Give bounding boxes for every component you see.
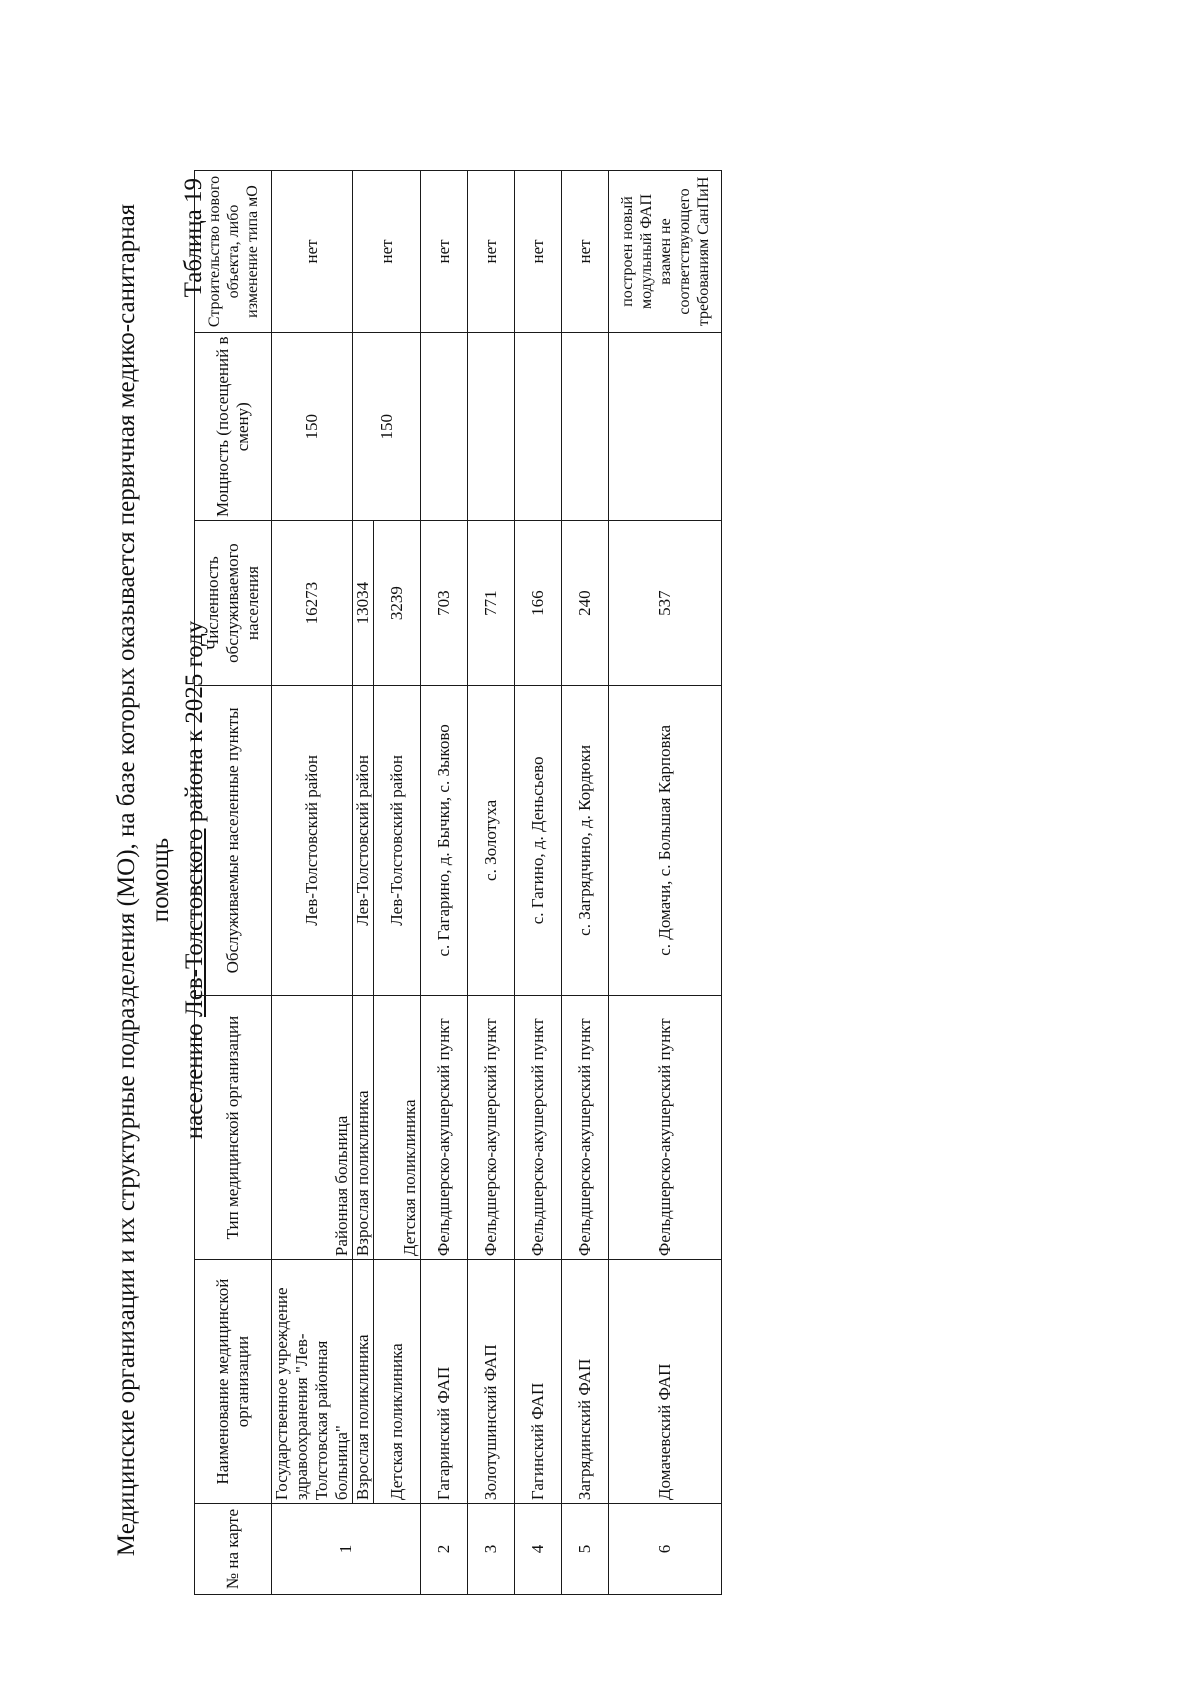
row-type: Районная больница — [272, 996, 353, 1260]
row-settlements: Лев-Толстовский район — [272, 685, 353, 996]
row-num: 6 — [609, 1504, 722, 1595]
row-capacity: 150 — [272, 332, 353, 521]
row-type: Взрослая поликлиника — [353, 996, 374, 1260]
row-type: Фельдшерско-акушерский пункт — [515, 996, 562, 1260]
row-population: 13034 — [353, 521, 374, 685]
row-settlements: Лев-Толстовский район — [374, 685, 421, 996]
col-header-num: № на карте — [195, 1504, 272, 1595]
row-num: 3 — [468, 1504, 515, 1595]
row-capacity — [609, 332, 722, 521]
row-name: Взрослая поликлиника — [353, 1260, 374, 1504]
facilities-table — [194, 170, 722, 1595]
row-name: Государственное учреждение здравоохранения "Лев-Толстовская районная больница" — [272, 1260, 353, 1504]
row-type: Фельдшерско-акушерский пункт — [562, 996, 609, 1260]
col-header-type: Тип медицинской организации — [195, 996, 272, 1260]
row-type: Детская поликлиника — [374, 996, 421, 1260]
col-header-settlements: Обслуживаемые населенные пункты — [195, 685, 272, 996]
row-construction: построен новый модульный ФАП взамен не соответствующего требованиям СанПиН — [609, 171, 722, 333]
row-name: Гагинский ФАП — [515, 1260, 562, 1504]
row-capacity — [421, 332, 468, 521]
table-caption: Таблица 19 — [180, 178, 207, 298]
row-population: 537 — [609, 521, 722, 685]
table-row — [353, 171, 374, 1595]
row-name: Детская поликлиника — [374, 1260, 421, 1504]
table-row — [562, 171, 609, 1595]
col-header-population: Численность обслуживаемого населения — [195, 521, 272, 685]
title-line-2: населению Лев-Толстовского района к 2025 году — [181, 620, 208, 1140]
rotated-page — [110, 160, 830, 1600]
row-population: 3239 — [374, 521, 421, 685]
row-name: Загрядинский ФАП — [562, 1260, 609, 1504]
row-construction: нет — [421, 171, 468, 333]
row-num: 2 — [421, 1504, 468, 1595]
row-construction: нет — [468, 171, 515, 333]
row-capacity — [468, 332, 515, 521]
table-row — [421, 171, 468, 1595]
row-num: 5 — [562, 1504, 609, 1595]
row-type: Фельдшерско-акушерский пункт — [421, 996, 468, 1260]
col-header-name: Наименование медицинской организации — [195, 1260, 272, 1504]
row-settlements: с. Домачи, с. Большая Карповка — [609, 685, 722, 996]
row-type: Фельдшерско-акушерский пункт — [609, 996, 722, 1260]
row-construction: нет — [562, 171, 609, 333]
row-settlements: с. Загрядчино, д. Кордюки — [562, 685, 609, 996]
table-row — [609, 171, 722, 1595]
row-name: Гагаринский ФАП — [421, 1260, 468, 1504]
table-row — [468, 171, 515, 1595]
district-name: Лев-Толстовского — [181, 828, 208, 1018]
row-num: 1 — [272, 1504, 421, 1595]
table-row — [515, 171, 562, 1595]
row-population: 703 — [421, 521, 468, 685]
header-row — [195, 171, 272, 1595]
row-settlements: с. Золотуха — [468, 685, 515, 996]
row-population: 240 — [562, 521, 609, 685]
col-header-construction: Строительство нового объекта, либо изменение типа мО — [195, 171, 272, 333]
row-settlements: с. Гагино, д. Деньсьево — [515, 685, 562, 996]
row-population: 16273 — [272, 521, 353, 685]
row-num: 4 — [515, 1504, 562, 1595]
col-header-capacity: Мощность (посещений в смену) — [195, 332, 272, 521]
table-row — [272, 171, 353, 1595]
row-capacity: 150 — [353, 332, 421, 521]
row-population: 771 — [468, 521, 515, 685]
row-settlements: с. Гагарино, д. Бычки, с. Зыково — [421, 685, 468, 996]
row-construction: нет — [515, 171, 562, 333]
row-capacity — [562, 332, 609, 521]
row-name: Золотушинский ФАП — [468, 1260, 515, 1504]
row-name: Домачевский ФАП — [609, 1260, 722, 1504]
title-line-1: Медицинские организации и их структурные подразделения (МО), на базе которых оказывается первичная медико-санитарная помощь — [113, 203, 174, 1557]
row-population: 166 — [515, 521, 562, 685]
row-construction: нет — [353, 171, 421, 333]
row-type: Фельдшерско-акушерский пункт — [468, 996, 515, 1260]
row-construction: нет — [272, 171, 353, 333]
row-capacity — [515, 332, 562, 521]
row-settlements: Лев-Толстовский район — [353, 685, 374, 996]
